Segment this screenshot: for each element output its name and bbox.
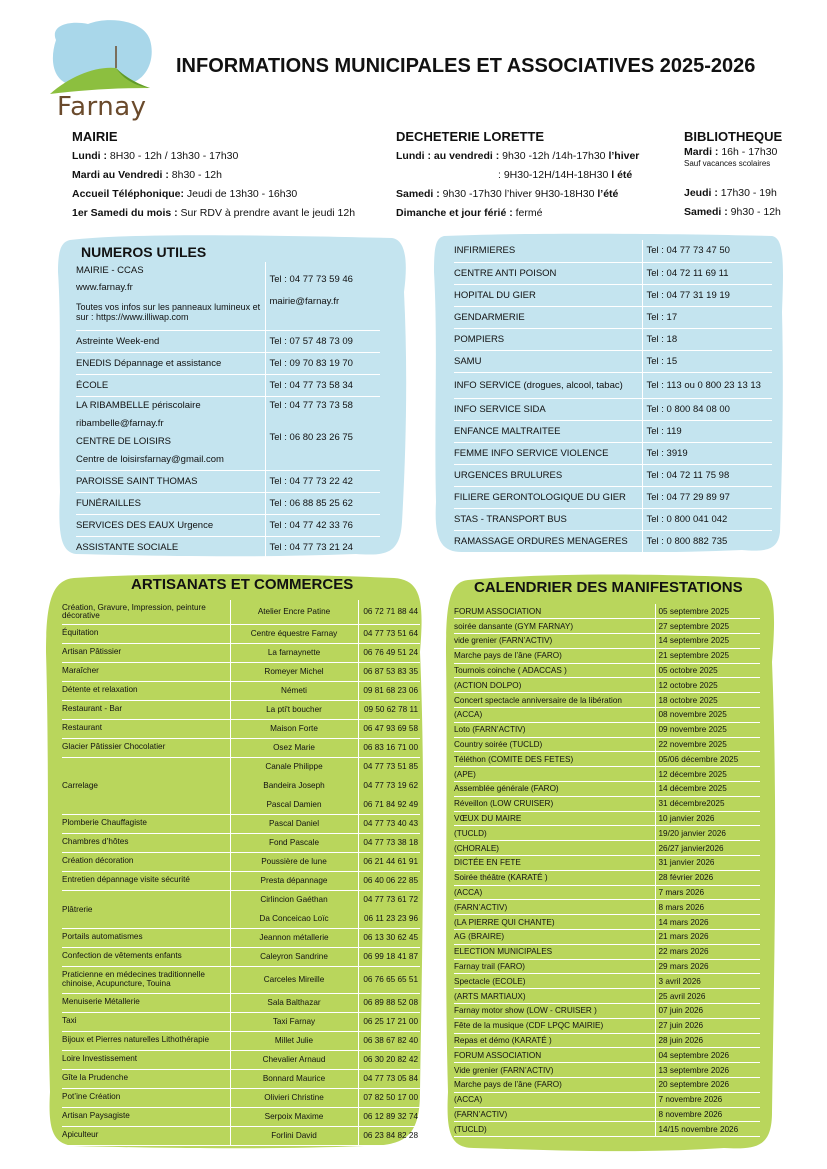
table-row: soirée dansante (GYM FARNAY) 27 septembre 2025 <box>454 619 760 634</box>
table-row: (LA PIERRE QUI CHANTE) 14 mars 2026 <box>454 915 760 930</box>
table-row: (FARN’ACTIV) 8 mars 2026 <box>454 900 760 915</box>
table-row: Repas et démo (KARATÉ ) 28 juin 2026 <box>454 1033 760 1048</box>
table-row: STAS - TRANSPORT BUS Tel : 0 800 041 042 <box>454 508 772 530</box>
calendrier-table <box>454 604 760 1137</box>
table-row: Fête de la musique (CDF LPQC MAIRIE) 27 juin 2026 <box>454 1018 760 1033</box>
numeros-table <box>76 262 380 558</box>
table-row: Marche pays de l’âne (FARO) 20 septembre 2026 <box>454 1078 760 1093</box>
table-row: Farnay motor show (LOW - CRUISER ) 07 juin 2026 <box>454 1004 760 1019</box>
logo-text: Farnay <box>57 92 147 122</box>
table-row: PAROISSE SAINT THOMAS Tel : 04 77 73 22 42 <box>76 470 380 492</box>
table-row: Assemblée générale (FARO) 14 décembre 2025 <box>454 782 760 797</box>
table-row: (TUCLD) 14/15 novembre 2026 <box>454 1122 760 1137</box>
bibliotheque-heading: BIBLIOTHEQUE <box>684 129 783 144</box>
table-row: Plâtrerie Cirlincion Gaéthan 04 77 73 61 72 <box>62 890 420 909</box>
table-row: Réveillon (LOW CRUISER) 31 décembre2025 <box>454 796 760 811</box>
table-row: ASSISTANTE SOCIALE Tel : 04 77 73 21 24 <box>76 536 380 558</box>
table-row: Menuiserie Métallerie Sala Balthazar 06 89 88 52 08 <box>62 993 420 1012</box>
table-row: Confection de vêtements enfants Caleyron Sandrine 06 99 18 41 87 <box>62 947 420 966</box>
table-row: (ACCA) 7 novembre 2026 <box>454 1092 760 1107</box>
decheterie-heading: DECHETERIE LORETTE <box>396 129 545 144</box>
table-row: Maraîcher Romeyer Michel 06 87 53 83 35 <box>62 662 420 681</box>
table-row: Entretien dépannage visite sécurité Presta dépannage 06 40 06 22 85 <box>62 871 420 890</box>
table-row: FILIERE GERONTOLOGIQUE DU GIER Tel : 04 77 29 89 97 <box>454 486 772 508</box>
table-row: Équitation Centre équestre Farnay 04 77 73 51 64 <box>62 624 420 643</box>
artisanats-table <box>62 600 420 1146</box>
artisanats-panel <box>44 572 426 1150</box>
table-row: SERVICES DES EAUX Urgence Tel : 04 77 42 33 76 <box>76 514 380 536</box>
table-row: Concert spectacle anniversaire de la libération 18 octobre 2025 <box>454 693 760 708</box>
table-row: SAMU Tel : 15 <box>454 350 772 372</box>
table-row: Loire Investissement Chevalier Arnaud 06 30 20 82 42 <box>62 1050 420 1069</box>
table-row: Chambres d’hôtes Fond Pascale 04 77 73 38 18 <box>62 833 420 852</box>
table-row: FUNÉRAILLES Tel : 06 88 85 25 62 <box>76 492 380 514</box>
table-row: Portails automatismes Jeannon métallerie 06 13 30 62 45 <box>62 928 420 947</box>
decheterie-hours: DECHETERIE LORETTE Lundi : au vendredi : 9h30 -12h /14h-17h30 l’hiver : 9H30-12H/14H-18H30 l été Samedi : 9h30 -17h30 l’hiver 9H30-18H30 l’été Dimanche et jour férié : fermé <box>396 129 676 226</box>
table-row: VŒUX DU MAIRE 10 janvier 2026 <box>454 811 760 826</box>
table-row: Téléthon (COMITE DES FETES) 05/06 décembre 2025 <box>454 752 760 767</box>
table-row: FEMME INFO SERVICE VIOLENCE Tel : 3919 <box>454 442 772 464</box>
mairie-line: Lundi : 8H30 - 12h / 13h30 - 17h30 <box>72 149 239 162</box>
table-row: Pascal Damien 06 71 84 92 49 <box>62 795 420 814</box>
table-row: (APE) 12 décembre 2025 <box>454 767 760 782</box>
table-row: LA RIBAMBELLE périscolaire Tel : 04 77 73 73 58 <box>76 396 380 414</box>
table-row: Bandeira Joseph 04 77 73 19 62 <box>62 776 420 795</box>
table-row: Création, Gravure, Impression, peinture décorative Atelier Encre Patine 06 72 71 88 44 <box>62 600 420 624</box>
table-row: FORUM ASSOCIATION 05 septembre 2025 <box>454 604 760 619</box>
calendrier-title: CALENDRIER DES MANIFESTATIONS <box>474 579 743 596</box>
table-row: POMPIERS Tel : 18 <box>454 328 772 350</box>
table-row: Country soirée (TUCLD) 22 novembre 2025 <box>454 737 760 752</box>
table-row: ÉCOLE Tel : 04 77 73 58 34 <box>76 374 380 396</box>
table-row: Loto (FARN’ACTIV) 09 novembre 2025 <box>454 722 760 737</box>
table-row: Da Conceicao Loïc 06 11 23 23 96 <box>62 909 420 928</box>
table-row: (CHORALE) 26/27 janvier2026 <box>454 841 760 856</box>
table-row: www.farnay.fr <box>76 281 133 293</box>
numeros-title: NUMEROS UTILES <box>81 244 207 260</box>
table-row: FORUM ASSOCIATION 04 septembre 2026 <box>454 1048 760 1063</box>
table-row: (TUCLD) 19/20 janvier 2026 <box>454 826 760 841</box>
table-row: Astreinte Week-end Tel : 07 57 48 73 09 <box>76 330 380 352</box>
table-row: Pot’ine Création Olivieri Christine 07 82 50 17 00 <box>62 1088 420 1107</box>
table-row: Création décoration Poussière de lune 06 21 44 61 91 <box>62 852 420 871</box>
table-row: MAIRIE - CCAS Tel : 04 77 73 59 46 <box>76 262 380 278</box>
table-row: Gîte la Prudenche Bonnard Maurice 04 77 73 05 84 <box>62 1069 420 1088</box>
bibliotheque-hours: BIBLIOTHEQUE Mardi : 16h - 17h30 Sauf vacances scolaires Jeudi : 17h30 - 19h Samedi : 9h30 - 12h <box>684 129 814 225</box>
table-row: (ARTS MARTIAUX) 25 avril 2026 <box>454 989 760 1004</box>
table-row: ENFANCE MALTRAITEE Tel : 119 <box>454 420 772 442</box>
table-row: CENTRE DE LOISIRS Tel : 06 80 23 26 75 <box>76 432 380 450</box>
table-row: Détente et relaxation Németi 09 81 68 23 06 <box>62 681 420 700</box>
table-row: INFIRMIERES Tel : 04 77 73 47 50 <box>454 240 772 262</box>
table-row: ELECTION MUNICIPALES 22 mars 2026 <box>454 944 760 959</box>
bibliotheque-note: Sauf vacances scolaires <box>684 158 771 168</box>
table-row: GENDARMERIE Tel : 17 <box>454 306 772 328</box>
page-title: INFORMATIONS MUNICIPALES ET ASSOCIATIVES 2025-2026 <box>176 55 756 77</box>
mairie-heading: MAIRIE <box>72 129 118 144</box>
mairie-hours <box>72 129 392 226</box>
table-row: HOPITAL DU GIER Tel : 04 77 31 19 19 <box>454 284 772 306</box>
table-row: ribambelle@farnay.fr <box>76 414 380 432</box>
table-row: (FARN’ACTIV) 8 novembre 2026 <box>454 1107 760 1122</box>
table-row: AG (BRAIRE) 21 mars 2026 <box>454 930 760 945</box>
table-row: vide grenier (FARN’ACTIV) 14 septembre 2025 <box>454 634 760 649</box>
table-row: Soirée théâtre (KARATÉ ) 28 février 2026 <box>454 870 760 885</box>
table-row: Apiculteur Forlini David 06 23 84 82 28 <box>62 1126 420 1145</box>
table-row: Centre de loisirsfarnay@gmail.com <box>76 450 380 470</box>
urgences-table <box>454 240 772 553</box>
mairie-line: 1er Samedi du mois : Sur RDV à prendre avant le jeudi 12h <box>72 206 356 219</box>
table-row: Taxi Taxi Farnay 06 25 17 21 00 <box>62 1012 420 1031</box>
table-row: Restaurant - Bar La pti't boucher 09 50 62 78 11 <box>62 700 420 719</box>
table-row: (ACCA) 08 novembre 2025 <box>454 708 760 723</box>
table-row: CENTRE ANTI POISON Tel : 04 72 11 69 11 <box>454 262 772 284</box>
table-row: Bijoux et Pierres naturelles Lithothérapie Millet Julie 06 38 67 82 40 <box>62 1031 420 1050</box>
table-row: Glacier Pâtissier Chocolatier Osez Marie 06 83 16 71 00 <box>62 738 420 757</box>
table-row: Praticienne en médecines traditionnelle chinoise, Acupuncture, Touina Carceles Mireille 06 76 65 65 51 <box>62 966 420 993</box>
table-row: Artisan Paysagiste Serpoix Maxime 06 12 89 32 74 <box>62 1107 420 1126</box>
mairie-line: Mardi au Vendredi : 8h30 - 12h <box>72 168 222 181</box>
table-row: INFO SERVICE SIDA Tel : 0 800 84 08 00 <box>454 398 772 420</box>
table-row: DICTÉE EN FETE 31 janvier 2026 <box>454 856 760 871</box>
table-row: Spectacle (ECOLE) 3 avril 2026 <box>454 974 760 989</box>
artisanats-title: ARTISANATS ET COMMERCES <box>131 576 354 593</box>
table-row: (ACTION DOLPO) 12 octobre 2025 <box>454 678 760 693</box>
table-row: Tournois coinche ( ADACCAS ) 05 octobre 2025 <box>454 663 760 678</box>
table-row: RAMASSAGE ORDURES MENAGERES Tel : 0 800 882 735 <box>454 530 772 552</box>
urgences-panel <box>432 232 784 554</box>
table-row: Artisan Pâtissier La farnaynette 06 76 49 51 24 <box>62 643 420 662</box>
table-row: Toutes vos infos sur les panneaux lumineux et sur : https://www.illiwap.com mairie@farnay.fr <box>76 296 380 330</box>
table-row: (ACCA) 7 mars 2026 <box>454 885 760 900</box>
calendrier-panel <box>444 572 778 1154</box>
table-row: Plomberie Chauffagiste Pascal Daniel 04 77 73 40 43 <box>62 814 420 833</box>
table-row: Carrelage Canale Philippe 04 77 73 51 85 <box>62 757 420 776</box>
table-row: Farnay trail (FARO) 29 mars 2026 <box>454 959 760 974</box>
mairie-line: Accueil Téléphonique: Jeudi de 13h30 - 16h30 <box>72 187 298 200</box>
table-row: Marche pays de l’âne (FARO) 21 septembre 2025 <box>454 648 760 663</box>
table-row: ENEDIS Dépannage et assistance Tel : 09 70 83 19 70 <box>76 352 380 374</box>
table-row: Restaurant Maison Forte 06 47 93 69 58 <box>62 719 420 738</box>
table-row: URGENCES BRULURES Tel : 04 72 11 75 98 <box>454 464 772 486</box>
numeros-utiles-panel <box>56 232 408 560</box>
table-row: INFO SERVICE (drogues, alcool, tabac) Tel : 113 ou 0 800 23 13 13 <box>454 372 772 398</box>
table-row: Vide grenier (FARN’ACTIV) 13 septembre 2026 <box>454 1063 760 1078</box>
